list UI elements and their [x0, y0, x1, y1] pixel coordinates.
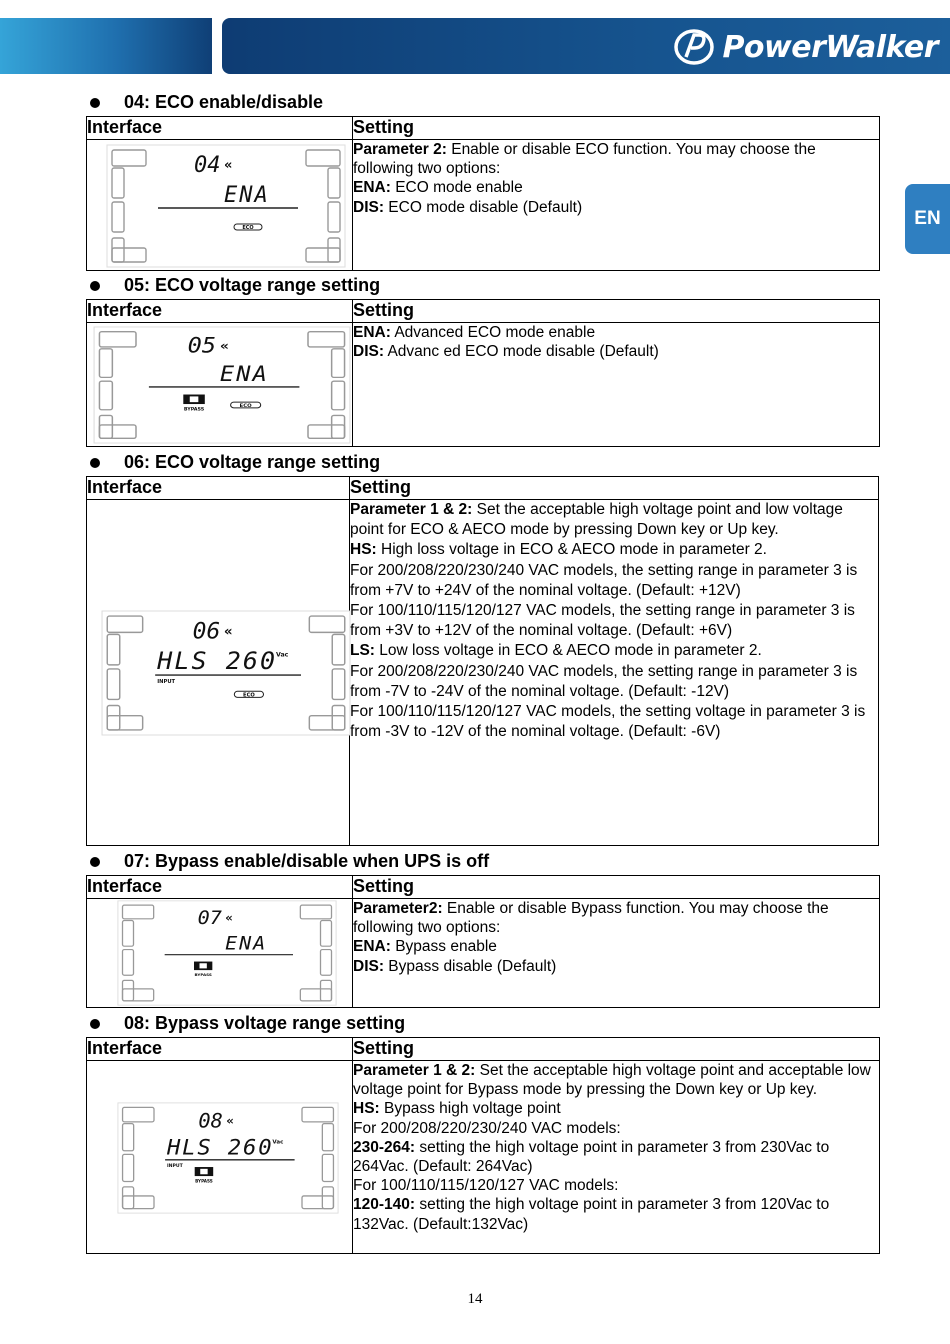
setting-line [350, 702, 878, 742]
setting-term: HS: [350, 541, 377, 559]
interface-cell [87, 140, 353, 271]
setting-line [350, 662, 878, 702]
power-logo-icon [672, 27, 716, 67]
setting-description [353, 140, 880, 271]
setting-text: Bypass high voltage point [379, 1100, 561, 1118]
lcd-reading: ENA [219, 362, 270, 387]
lcd-arrow-icon: « [226, 1113, 234, 1128]
bypass-label: BYPASS [194, 972, 212, 978]
setting-line [353, 198, 879, 217]
setting-text: For 200/208/220/230/240 VAC models: [353, 1119, 621, 1137]
lcd-arrow-icon: « [224, 158, 233, 173]
setting-line [353, 140, 879, 178]
setting-text: High loss voltage in ECO & AECO mode in parameter 2. [376, 541, 767, 559]
bypass-plug-icon [190, 396, 199, 402]
header-interface: Interface [87, 477, 350, 500]
setting-text: For 100/110/115/120/127 VAC models, the setting range in parameter 3 is from +3V to +12V of the nominal voltage. (Default: +6V) [350, 602, 855, 640]
setting-term: ENA: [353, 324, 391, 341]
setting-description [353, 323, 880, 447]
setting-text: Bypass disable (Default) [384, 957, 557, 975]
section-title: 08: Bypass voltage range setting [124, 1013, 406, 1033]
lcd-arrow-icon: « [225, 910, 233, 925]
setting-term: Parameter 1 & 2: [353, 1062, 476, 1079]
header-setting: Setting [353, 117, 880, 140]
header-setting: Setting [353, 300, 880, 323]
lcd-display-icon [117, 1102, 339, 1214]
bullet-icon [90, 1019, 100, 1029]
lcd-code: 04 [194, 153, 221, 178]
bullet-icon [90, 458, 100, 468]
bullet-icon [90, 281, 100, 291]
section-heading-07 [90, 851, 489, 872]
setting-text: For 200/208/220/230/240 VAC models, the setting range in parameter 3 is from -7V to -24V of the nominal voltage. (Default: -12V) [350, 662, 858, 700]
setting-term: DIS: [353, 198, 384, 216]
interface-cell [87, 899, 353, 1008]
bypass-plug-icon [200, 963, 207, 968]
setting-line [353, 899, 879, 937]
section-title: 06: ECO voltage range setting [124, 452, 381, 472]
lcd-input-label: INPUT [166, 1164, 183, 1170]
setting-text: ECO mode enable [390, 179, 523, 197]
section-title: 05: ECO voltage range setting [124, 275, 381, 295]
section-title: 07: Bypass enable/disable when UPS is off [124, 851, 490, 871]
setting-line [353, 1099, 879, 1118]
interface-cell [87, 323, 353, 447]
setting-line [353, 937, 879, 956]
header-interface: Interface [87, 117, 353, 140]
setting-line [353, 178, 879, 197]
lcd-arrow-icon: « [223, 624, 233, 640]
setting-text: For 200/208/220/230/240 VAC models, the setting range in parameter 3 is from +7V to +24V of the nominal voltage. (Default: +12V) [350, 561, 858, 599]
setting-text: Bypass enable [390, 938, 497, 956]
lcd-display-icon [117, 900, 337, 1006]
language-label: EN [914, 208, 941, 229]
setting-line [350, 601, 878, 641]
header-interface: Interface [87, 300, 353, 323]
setting-term: ENA: [353, 179, 391, 197]
lcd-display-icon [101, 610, 351, 736]
settings-table-04 [86, 116, 880, 271]
setting-term: Parameter 2: [353, 141, 447, 158]
setting-line [353, 1195, 879, 1233]
setting-term: DIS: [353, 957, 384, 975]
setting-term: LS: [350, 642, 375, 660]
lcd-reading: HLS 260 [157, 646, 278, 675]
header-setting: Setting [350, 477, 879, 500]
setting-line [353, 1119, 879, 1138]
section-title: 04: ECO enable/disable [124, 92, 324, 112]
setting-text: setting the high voltage point in parameter 3 from 120Vac to 132Vac. (Default:132Vac) [353, 1196, 830, 1233]
setting-line [353, 323, 879, 342]
setting-term: HS: [353, 1100, 380, 1118]
brand-name: PowerWalker [722, 29, 938, 65]
lcd-reading: HLS 260 [166, 1135, 274, 1161]
settings-table-06 [86, 476, 879, 846]
lcd-code: 07 [197, 906, 222, 929]
setting-line [353, 1061, 879, 1099]
setting-line [353, 1138, 879, 1176]
lcd-display-icon [93, 326, 351, 444]
setting-description [353, 899, 880, 1008]
header-interface: Interface [87, 876, 353, 899]
setting-line [350, 641, 878, 661]
bullet-icon [90, 857, 100, 867]
lcd-reading: ENA [224, 183, 270, 208]
bullet-icon [90, 98, 100, 108]
interface-cell [87, 500, 350, 846]
setting-text: Low loss voltage in ECO & AECO mode in parameter 2. [374, 642, 762, 660]
setting-text: Advanc ed ECO mode disable (Default) [384, 343, 659, 361]
setting-term: Parameter 1 & 2: [350, 501, 473, 518]
setting-text: Advanced ECO mode enable [390, 324, 596, 341]
setting-line [350, 561, 878, 601]
setting-line [350, 540, 878, 560]
setting-line [353, 957, 879, 976]
brand-logo [672, 24, 938, 70]
setting-description [353, 1061, 880, 1254]
setting-term: DIS: [353, 343, 384, 361]
setting-text: For 100/110/115/120/127 VAC models, the setting voltage in parameter 3 is from -3V to -12V of the nominal voltage. (Default: -6V) [350, 703, 866, 741]
header-interface: Interface [87, 1038, 353, 1061]
setting-line [350, 500, 878, 540]
setting-term: ENA: [353, 938, 391, 956]
setting-line [353, 1176, 879, 1195]
bypass-label: BYPASS [183, 407, 205, 413]
lcd-unit: Vac [276, 651, 289, 659]
lcd-code: 08 [198, 1108, 223, 1133]
setting-term: 120-140: [353, 1196, 416, 1214]
section-heading-04 [90, 92, 323, 113]
eco-badge-label: ECO [242, 225, 254, 231]
setting-line [353, 342, 879, 361]
setting-text: Enable or disable Bypass function. You may choose the following two options: [353, 900, 829, 937]
interface-cell [87, 1061, 353, 1254]
header-setting: Setting [353, 1038, 880, 1061]
setting-text: Set the acceptable high voltage point and acceptable low voltage point for Bypass mode by pressing the Down key or Up key. [353, 1062, 871, 1099]
eco-badge-label: ECO [243, 692, 255, 699]
setting-text: Set the acceptable high voltage point and low voltage point for ECO & AECO mode by pressing Down key or Up key. [350, 501, 843, 539]
setting-text: ECO mode disable (Default) [384, 198, 583, 216]
page-number: 14 [467, 1291, 483, 1307]
settings-table-07 [86, 875, 880, 1008]
section-heading-05 [90, 275, 380, 296]
lcd-input-label: INPUT [157, 679, 176, 686]
setting-text: For 100/110/115/120/127 VAC models: [353, 1177, 619, 1195]
eco-badge-label: ECO [239, 403, 252, 409]
banner-left-bar [0, 18, 212, 74]
lcd-code: 05 [187, 333, 217, 359]
section-heading-06 [90, 452, 380, 473]
header-setting: Setting [353, 876, 880, 899]
setting-term: Parameter2: [353, 900, 443, 917]
bypass-plug-icon [200, 1169, 207, 1174]
setting-text: Enable or disable ECO function. You may choose the following two options: [353, 141, 816, 178]
language-tab-en[interactable] [905, 184, 950, 254]
setting-term: 230-264: [353, 1138, 416, 1156]
bypass-label: BYPASS [195, 1178, 213, 1184]
settings-table-05 [86, 299, 880, 447]
lcd-display-icon [97, 144, 355, 268]
header-banner [0, 0, 950, 78]
lcd-arrow-icon: « [219, 339, 229, 354]
lcd-code: 06 [192, 618, 221, 645]
lcd-unit: Vac [272, 1139, 284, 1146]
setting-text: setting the high voltage point in parameter 3 from 230Vac to 264Vac. (Default: 264Vac) [353, 1138, 830, 1176]
setting-description [350, 500, 879, 846]
settings-table-08 [86, 1037, 880, 1254]
section-heading-08 [90, 1013, 405, 1034]
lcd-reading: ENA [225, 932, 268, 955]
